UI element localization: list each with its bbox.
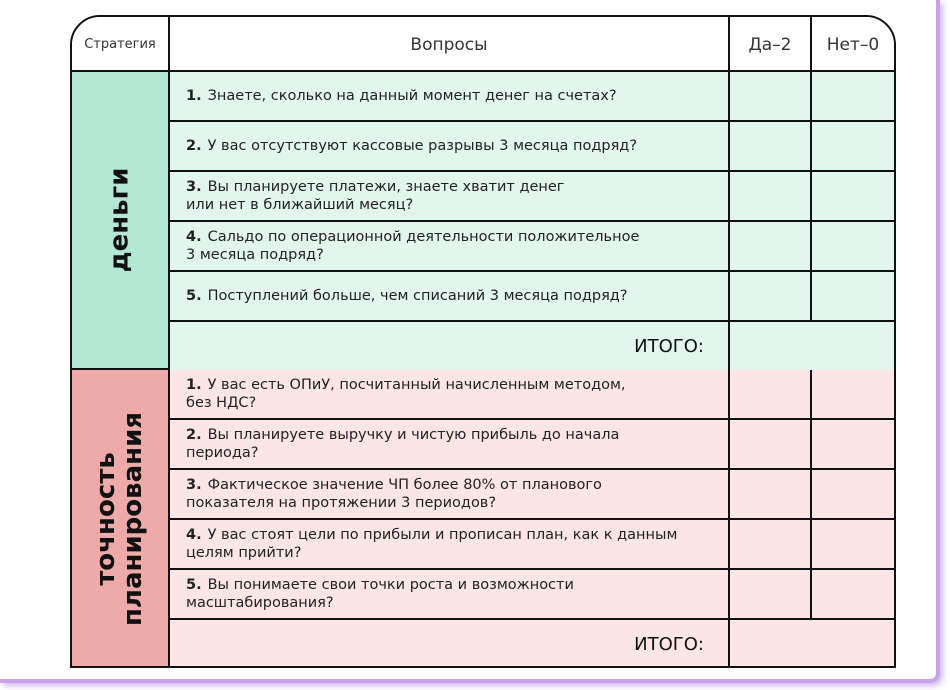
total-label: ИТОГО:	[170, 322, 730, 370]
strategy-label-line: планирования	[118, 411, 148, 627]
strategy-label-line: деньги	[104, 167, 135, 273]
yes-answer-cell[interactable]	[730, 370, 812, 418]
question-number: 5.	[186, 577, 202, 593]
table-row	[170, 570, 894, 620]
question-text-cont: целям прийти?	[186, 545, 302, 561]
question-cell	[170, 172, 730, 220]
strategy-label	[104, 167, 135, 273]
table-row	[170, 520, 894, 570]
total-label: ИТОГО:	[170, 620, 730, 668]
total-value-cell[interactable]	[730, 322, 894, 370]
question-rows	[170, 370, 894, 668]
yes-answer-cell[interactable]	[730, 222, 812, 270]
table-row	[170, 122, 894, 172]
section-money	[72, 72, 894, 370]
question-number: 2.	[186, 138, 202, 154]
question-number: 1.	[186, 377, 202, 393]
question-cell	[170, 520, 730, 568]
no-answer-cell[interactable]	[812, 172, 894, 220]
table-row	[170, 470, 894, 520]
yes-answer-cell[interactable]	[730, 570, 812, 618]
header-questions: Вопросы	[170, 17, 730, 72]
no-answer-cell[interactable]	[812, 272, 894, 320]
no-answer-cell[interactable]	[812, 420, 894, 468]
question-text-cont: 3 месяца подряд?	[186, 247, 324, 263]
header-no: Нет–0	[826, 34, 880, 55]
question-text: Знаете, сколько на данный момент денег на счетах?	[207, 88, 617, 104]
question-text-cont: без НДС?	[186, 395, 257, 411]
question-cell	[170, 272, 730, 320]
section-planning	[72, 370, 894, 668]
strategy-label	[93, 412, 147, 626]
question-cell	[170, 470, 730, 518]
strategy-cell-money	[72, 72, 170, 368]
table-header	[72, 17, 894, 72]
checklist-table	[70, 15, 896, 668]
table-row	[170, 72, 894, 122]
table-row	[170, 172, 894, 222]
yes-answer-cell[interactable]	[730, 420, 812, 468]
no-answer-cell[interactable]	[812, 72, 894, 120]
header-strategy: Стратегия	[72, 17, 170, 72]
question-text: Сальдо по операционной деятельности положительное	[207, 229, 640, 245]
question-number: 4.	[186, 527, 202, 543]
question-rows	[170, 72, 894, 368]
question-text: Вы планируете выручку и чистую прибыль до начала	[207, 427, 620, 443]
yes-answer-cell[interactable]	[730, 72, 812, 120]
question-cell	[170, 122, 730, 170]
question-number: 2.	[186, 427, 202, 443]
strategy-cell-planning	[72, 370, 170, 668]
question-cell	[170, 222, 730, 270]
question-text: У вас стоят цели по прибыли и прописан план, как к данным	[207, 527, 678, 543]
total-row	[170, 322, 894, 370]
no-answer-cell[interactable]	[812, 122, 894, 170]
table-row	[170, 272, 894, 322]
question-number: 3.	[186, 179, 202, 195]
table-row	[170, 370, 894, 420]
question-text-cont: масштабирования?	[186, 595, 334, 611]
no-answer-cell[interactable]	[812, 470, 894, 518]
question-cell	[170, 570, 730, 618]
table-row	[170, 420, 894, 470]
question-text: У вас отсутствуют кассовые разрывы 3 месяца подряд?	[207, 138, 638, 154]
strategy-label-line: точность	[91, 452, 121, 586]
no-answer-cell[interactable]	[812, 222, 894, 270]
yes-answer-cell[interactable]	[730, 470, 812, 518]
question-text-cont: периода?	[186, 445, 259, 461]
yes-answer-cell[interactable]	[730, 520, 812, 568]
question-number: 3.	[186, 477, 202, 493]
question-text: Поступлений больше, чем списаний 3 месяца подряд?	[207, 288, 628, 304]
question-text: У вас есть ОПиУ, посчитанный начисленным методом,	[207, 377, 626, 393]
no-answer-cell[interactable]	[812, 370, 894, 418]
question-number: 4.	[186, 229, 202, 245]
question-number: 5.	[186, 288, 202, 304]
question-text: Вы понимаете свои точки роста и возможности	[207, 577, 574, 593]
question-cell	[170, 370, 730, 418]
question-cell	[170, 420, 730, 468]
question-text-cont: или нет в ближайший месяц?	[186, 197, 414, 213]
total-row	[170, 620, 894, 668]
question-text: Фактическое значение ЧП более 80% от планового	[207, 477, 602, 493]
yes-answer-cell[interactable]	[730, 122, 812, 170]
table-row	[170, 222, 894, 272]
header-yes: Да–2	[730, 17, 812, 72]
question-text-cont: показателя на протяжении 3 периодов?	[186, 495, 497, 511]
no-answer-cell[interactable]	[812, 570, 894, 618]
total-value-cell[interactable]	[730, 620, 894, 668]
question-text: Вы планируете платежи, знаете хватит денег	[207, 179, 565, 195]
question-number: 1.	[186, 88, 202, 104]
yes-answer-cell[interactable]	[730, 272, 812, 320]
no-answer-cell[interactable]	[812, 520, 894, 568]
question-cell	[170, 72, 730, 120]
yes-answer-cell[interactable]	[730, 172, 812, 220]
